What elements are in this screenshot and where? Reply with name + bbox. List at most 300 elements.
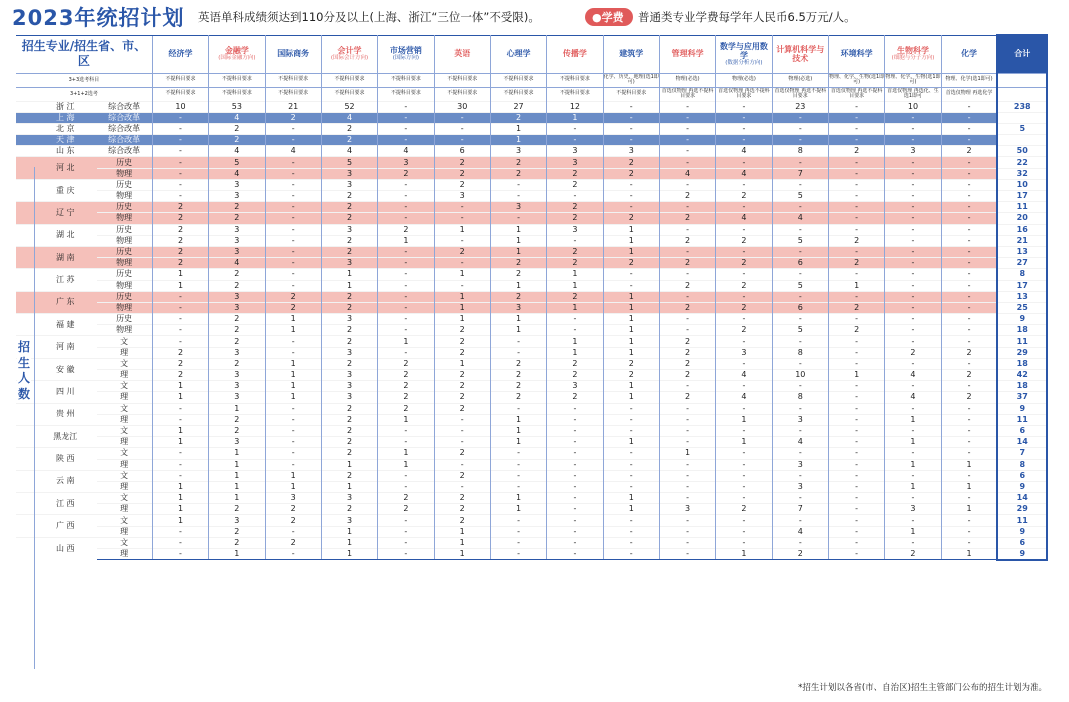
count-cell: 4 [772, 213, 828, 224]
province-cell: 广 西 [16, 515, 97, 537]
count-cell: 23 [772, 101, 828, 112]
count-cell: - [828, 101, 884, 112]
major-name: 心理学 [506, 49, 531, 59]
table-row [16, 515, 1047, 526]
count-cell: - [659, 437, 715, 448]
count-cell: 4 [321, 146, 377, 157]
count-cell: 3 [716, 347, 772, 358]
count-cell: 4 [772, 437, 828, 448]
subject-cell: 历史 [97, 246, 153, 257]
count-cell: - [659, 526, 715, 537]
count-cell: - [828, 291, 884, 302]
major-header [828, 35, 884, 73]
count-cell: 3 [321, 392, 377, 403]
req-3-3: 不提科目要求 [378, 73, 434, 87]
count-cell: - [828, 549, 884, 560]
count-cell: - [941, 280, 997, 291]
count-cell: - [659, 135, 715, 146]
count-cell: - [772, 246, 828, 257]
count-cell: - [659, 112, 715, 123]
count-cell: 3 [209, 224, 265, 235]
count-cell: 2 [434, 168, 490, 179]
count-cell: 3 [209, 291, 265, 302]
count-cell: 1 [209, 493, 265, 504]
count-cell: - [265, 437, 321, 448]
count-cell: 1 [490, 504, 546, 515]
recruit-count-label: 招生人数 [17, 340, 30, 401]
count-cell: 6 [434, 146, 490, 157]
count-cell: - [716, 135, 772, 146]
count-cell: - [716, 202, 772, 213]
count-cell: - [885, 246, 941, 257]
count-cell: - [716, 381, 772, 392]
count-cell: 1 [490, 325, 546, 336]
page-title: 2023年统招计划 [12, 6, 185, 30]
count-cell: 1 [490, 235, 546, 246]
count-cell: 2 [434, 515, 490, 526]
count-cell: 1 [603, 347, 659, 358]
count-cell: - [828, 392, 884, 403]
count-cell: 1 [152, 392, 208, 403]
count-cell: - [941, 101, 997, 112]
count-cell: 3 [321, 347, 377, 358]
table-row [16, 470, 1047, 481]
province-cell: 湖 南 [16, 246, 97, 268]
count-cell: 4 [716, 168, 772, 179]
major-name: 国际商务 [277, 49, 310, 59]
count-cell: 2 [547, 246, 603, 257]
table-row [16, 135, 1047, 146]
count-cell: 1 [321, 537, 377, 548]
count-cell: 2 [716, 258, 772, 269]
label-3-1-2: 3+1+2选考 [16, 87, 152, 101]
count-cell: - [490, 459, 546, 470]
count-cell: 3 [209, 191, 265, 202]
count-cell: - [941, 135, 997, 146]
count-cell: 2 [941, 370, 997, 381]
count-cell: 1 [209, 448, 265, 459]
count-cell: 3 [209, 392, 265, 403]
count-cell: - [885, 448, 941, 459]
count-cell: 2 [490, 291, 546, 302]
major-name: 金融学 [224, 46, 249, 56]
table-row [16, 459, 1047, 470]
province-cell: 天 津 [16, 135, 97, 146]
count-cell: 2 [321, 123, 377, 134]
recruit-divider [34, 167, 35, 669]
count-cell: - [885, 291, 941, 302]
province-cell: 山 西 [16, 537, 97, 559]
count-cell: - [659, 470, 715, 481]
table-row [16, 504, 1047, 515]
count-cell: - [659, 459, 715, 470]
count-cell: 1 [321, 481, 377, 492]
count-cell: 3 [490, 302, 546, 313]
req-3-3: 物理(必选) [659, 73, 715, 87]
table-row [16, 537, 1047, 548]
count-cell: - [547, 459, 603, 470]
fee-note: 普通类专业学费每学年人民币6.5万元/人。 [638, 10, 856, 24]
count-cell: 1 [152, 280, 208, 291]
count-cell: 1 [434, 358, 490, 369]
table-row [16, 336, 1047, 347]
total-cell: 17 [997, 191, 1047, 202]
count-cell: 2 [265, 291, 321, 302]
count-cell: - [434, 123, 490, 134]
count-cell: 1 [941, 481, 997, 492]
count-cell: 1 [885, 526, 941, 537]
total-cell: 14 [997, 437, 1047, 448]
count-cell: 2 [828, 302, 884, 313]
major-header [152, 35, 208, 73]
count-cell: 1 [941, 549, 997, 560]
table-row [16, 481, 1047, 492]
count-cell: 1 [209, 459, 265, 470]
count-cell: 3 [209, 302, 265, 313]
subject-cell: 综合改革 [97, 123, 153, 134]
req-3-1-2: 首选仅物理 再选不提科目要求 [659, 87, 715, 101]
total-cell: 13 [997, 246, 1047, 257]
count-cell: 1 [547, 302, 603, 313]
count-cell: 4 [772, 526, 828, 537]
total-cell: 18 [997, 381, 1047, 392]
table-row [16, 168, 1047, 179]
count-cell: - [941, 246, 997, 257]
count-cell: 27 [490, 101, 546, 112]
count-cell: 4 [378, 146, 434, 157]
count-cell: - [828, 403, 884, 414]
table-row [16, 325, 1047, 336]
count-cell: - [152, 146, 208, 157]
count-cell: 3 [209, 381, 265, 392]
total-cell: 18 [997, 358, 1047, 369]
count-cell: 2 [321, 358, 377, 369]
count-cell: - [603, 425, 659, 436]
count-cell: 6 [772, 302, 828, 313]
count-cell: - [152, 157, 208, 168]
major-direction: (国际会计方向) [330, 55, 369, 62]
count-cell: 2 [659, 370, 715, 381]
major-name: 传播学 [562, 49, 587, 59]
req-3-3: 不提科目要求 [265, 73, 321, 87]
province-cell: 辽 宁 [16, 202, 97, 224]
count-cell: - [659, 481, 715, 492]
count-cell: 2 [321, 135, 377, 146]
count-cell: - [490, 336, 546, 347]
count-cell: - [547, 191, 603, 202]
count-cell: - [772, 403, 828, 414]
total-cell: 9 [997, 481, 1047, 492]
count-cell: - [828, 336, 884, 347]
count-cell: 2 [490, 381, 546, 392]
province-cell: 山 东 [16, 146, 97, 157]
count-cell: - [659, 146, 715, 157]
count-cell: - [547, 470, 603, 481]
req-3-3: 不提科目要求 [434, 73, 490, 87]
count-cell: 1 [434, 224, 490, 235]
count-cell: - [828, 448, 884, 459]
count-cell: - [378, 314, 434, 325]
count-cell: - [885, 179, 941, 190]
count-cell: 1 [265, 358, 321, 369]
count-cell: 1 [265, 470, 321, 481]
total-blank [997, 73, 1047, 87]
count-cell: - [941, 191, 997, 202]
table-row [16, 191, 1047, 202]
major-header [941, 35, 997, 73]
count-cell: 2 [321, 325, 377, 336]
count-cell: 2 [659, 258, 715, 269]
count-cell: 2 [434, 179, 490, 190]
count-cell: - [603, 135, 659, 146]
count-cell: 3 [490, 146, 546, 157]
count-cell: - [941, 448, 997, 459]
count-cell: 1 [941, 504, 997, 515]
total-cell: 10 [997, 179, 1047, 190]
count-cell: 2 [434, 370, 490, 381]
count-cell: - [659, 157, 715, 168]
major-direction: (国际方向) [392, 55, 420, 62]
province-cell: 湖 北 [16, 224, 97, 246]
subject-cell: 物理 [97, 213, 153, 224]
total-cell: 11 [997, 414, 1047, 425]
count-cell: 1 [265, 314, 321, 325]
count-cell: - [941, 381, 997, 392]
major-header [659, 35, 715, 73]
count-cell: - [941, 515, 997, 526]
table-row [16, 202, 1047, 213]
count-cell: - [772, 224, 828, 235]
req-3-3: 物理、化学(选1即可) [941, 73, 997, 87]
subject-cell: 历史 [97, 224, 153, 235]
count-cell: - [434, 258, 490, 269]
count-cell: 2 [378, 224, 434, 235]
count-cell: 1 [378, 235, 434, 246]
subject-cell: 物理 [97, 280, 153, 291]
count-cell: 4 [885, 392, 941, 403]
count-cell: - [152, 459, 208, 470]
count-cell: 2 [659, 358, 715, 369]
count-cell: 2 [321, 403, 377, 414]
count-cell: 5 [321, 157, 377, 168]
count-cell: 4 [659, 168, 715, 179]
total-cell: 6 [997, 537, 1047, 548]
total-cell: 9 [997, 403, 1047, 414]
count-cell: - [885, 213, 941, 224]
count-cell: - [378, 135, 434, 146]
count-cell: 1 [828, 280, 884, 291]
major-name: 环境科学 [840, 49, 873, 59]
count-cell: 2 [547, 168, 603, 179]
english-requirement-note: 英语单科成绩须达到110分及以上(上海、浙江“三位一体”不受限)。 [198, 10, 540, 24]
count-cell: - [828, 314, 884, 325]
count-cell: - [603, 515, 659, 526]
count-cell: - [603, 191, 659, 202]
count-cell: - [152, 291, 208, 302]
count-cell: - [772, 381, 828, 392]
total-cell: 29 [997, 347, 1047, 358]
req-3-3: 物理(必选) [772, 73, 828, 87]
count-cell: 30 [434, 101, 490, 112]
subject-cell: 物理 [97, 191, 153, 202]
count-cell: 2 [434, 246, 490, 257]
count-cell: - [716, 269, 772, 280]
count-cell: 2 [265, 504, 321, 515]
count-cell: 2 [490, 370, 546, 381]
count-cell: - [434, 425, 490, 436]
count-cell: - [378, 179, 434, 190]
count-cell: 3 [547, 146, 603, 157]
count-cell: 2 [321, 191, 377, 202]
count-cell: 2 [378, 381, 434, 392]
count-cell: 2 [265, 515, 321, 526]
count-cell: 1 [603, 493, 659, 504]
count-cell: 3 [321, 179, 377, 190]
major-header [321, 35, 377, 73]
count-cell: 2 [434, 470, 490, 481]
count-cell: 1 [547, 269, 603, 280]
total-cell: 5 [997, 123, 1047, 134]
count-cell: 3 [321, 370, 377, 381]
count-cell: - [547, 526, 603, 537]
count-cell: - [885, 336, 941, 347]
count-cell: 2 [321, 291, 377, 302]
province-cell: 河 北 [16, 157, 97, 179]
count-cell: - [659, 515, 715, 526]
count-cell: - [265, 459, 321, 470]
count-cell: - [716, 425, 772, 436]
subject-cell: 物理 [97, 325, 153, 336]
req-3-1-2: 首选仅物理 再选不提科目要求 [772, 87, 828, 101]
total-cell: 29 [997, 504, 1047, 515]
count-cell: 2 [378, 358, 434, 369]
count-cell: - [941, 269, 997, 280]
total-cell: 13 [997, 291, 1047, 302]
count-cell: - [941, 314, 997, 325]
count-cell: - [547, 414, 603, 425]
count-cell: - [603, 112, 659, 123]
table-row [16, 235, 1047, 246]
count-cell: - [885, 403, 941, 414]
count-cell: - [152, 537, 208, 548]
count-cell: - [716, 358, 772, 369]
count-cell: - [659, 246, 715, 257]
count-cell: 2 [434, 448, 490, 459]
count-cell: 2 [265, 302, 321, 313]
count-cell: - [490, 470, 546, 481]
count-cell: - [772, 336, 828, 347]
count-cell: 2 [490, 358, 546, 369]
count-cell: 3 [490, 202, 546, 213]
count-cell: 2 [321, 448, 377, 459]
count-cell: - [716, 459, 772, 470]
count-cell: 2 [209, 213, 265, 224]
subject-cell: 综合改革 [97, 146, 153, 157]
count-cell: - [828, 381, 884, 392]
count-cell: 3 [321, 224, 377, 235]
count-cell: - [265, 235, 321, 246]
count-cell: - [885, 470, 941, 481]
count-cell: 2 [490, 112, 546, 123]
count-cell: - [378, 537, 434, 548]
req-3-3: 不提科目要求 [490, 73, 546, 87]
count-cell: 1 [321, 459, 377, 470]
req-3-1-2: 不提科目要求 [434, 87, 490, 101]
count-cell: - [941, 168, 997, 179]
count-cell: 2 [434, 347, 490, 358]
count-cell: - [490, 549, 546, 560]
province-cell: 广 东 [16, 291, 97, 313]
major-name: 计算机科学与技术 [776, 44, 825, 63]
header-row-3-3 [16, 73, 1047, 87]
count-cell: 1 [209, 481, 265, 492]
subject-cell: 文 [97, 381, 153, 392]
count-cell: - [941, 425, 997, 436]
count-cell: 2 [716, 191, 772, 202]
count-cell: 1 [716, 549, 772, 560]
count-cell: 7 [772, 168, 828, 179]
count-cell: 8 [772, 146, 828, 157]
count-cell: 1 [885, 414, 941, 425]
subject-cell: 综合改革 [97, 101, 153, 112]
count-cell: - [885, 269, 941, 280]
count-cell: 1 [659, 448, 715, 459]
table-row [16, 526, 1047, 537]
count-cell: - [547, 493, 603, 504]
count-cell: - [152, 414, 208, 425]
count-cell: - [828, 112, 884, 123]
count-cell: - [659, 403, 715, 414]
count-cell: - [941, 358, 997, 369]
total-cell: 6 [997, 425, 1047, 436]
province-cell: 陕 西 [16, 448, 97, 470]
count-cell: 1 [603, 302, 659, 313]
count-cell: 1 [828, 370, 884, 381]
count-cell: - [603, 414, 659, 425]
count-cell: 2 [434, 403, 490, 414]
count-cell: 1 [434, 537, 490, 548]
count-cell: 3 [885, 504, 941, 515]
count-cell: - [885, 224, 941, 235]
count-cell: - [378, 470, 434, 481]
total-cell: 6 [997, 470, 1047, 481]
table-row [16, 179, 1047, 190]
table-row [16, 358, 1047, 369]
count-cell: 2 [378, 493, 434, 504]
count-cell: - [490, 191, 546, 202]
count-cell: 3 [209, 437, 265, 448]
count-cell: 2 [885, 549, 941, 560]
count-cell: 4 [209, 258, 265, 269]
count-cell: - [828, 135, 884, 146]
count-cell: - [378, 246, 434, 257]
count-cell: - [603, 537, 659, 548]
count-cell: 1 [152, 504, 208, 515]
count-cell: - [547, 325, 603, 336]
count-cell: - [885, 302, 941, 313]
count-cell: 1 [490, 314, 546, 325]
total-cell: 8 [997, 269, 1047, 280]
count-cell: 1 [603, 325, 659, 336]
count-cell: - [828, 202, 884, 213]
count-cell: 2 [603, 358, 659, 369]
count-cell: - [152, 549, 208, 560]
count-cell: 3 [209, 370, 265, 381]
count-cell: - [659, 493, 715, 504]
count-cell: 2 [828, 325, 884, 336]
count-cell: 1 [152, 269, 208, 280]
count-cell: 2 [547, 202, 603, 213]
